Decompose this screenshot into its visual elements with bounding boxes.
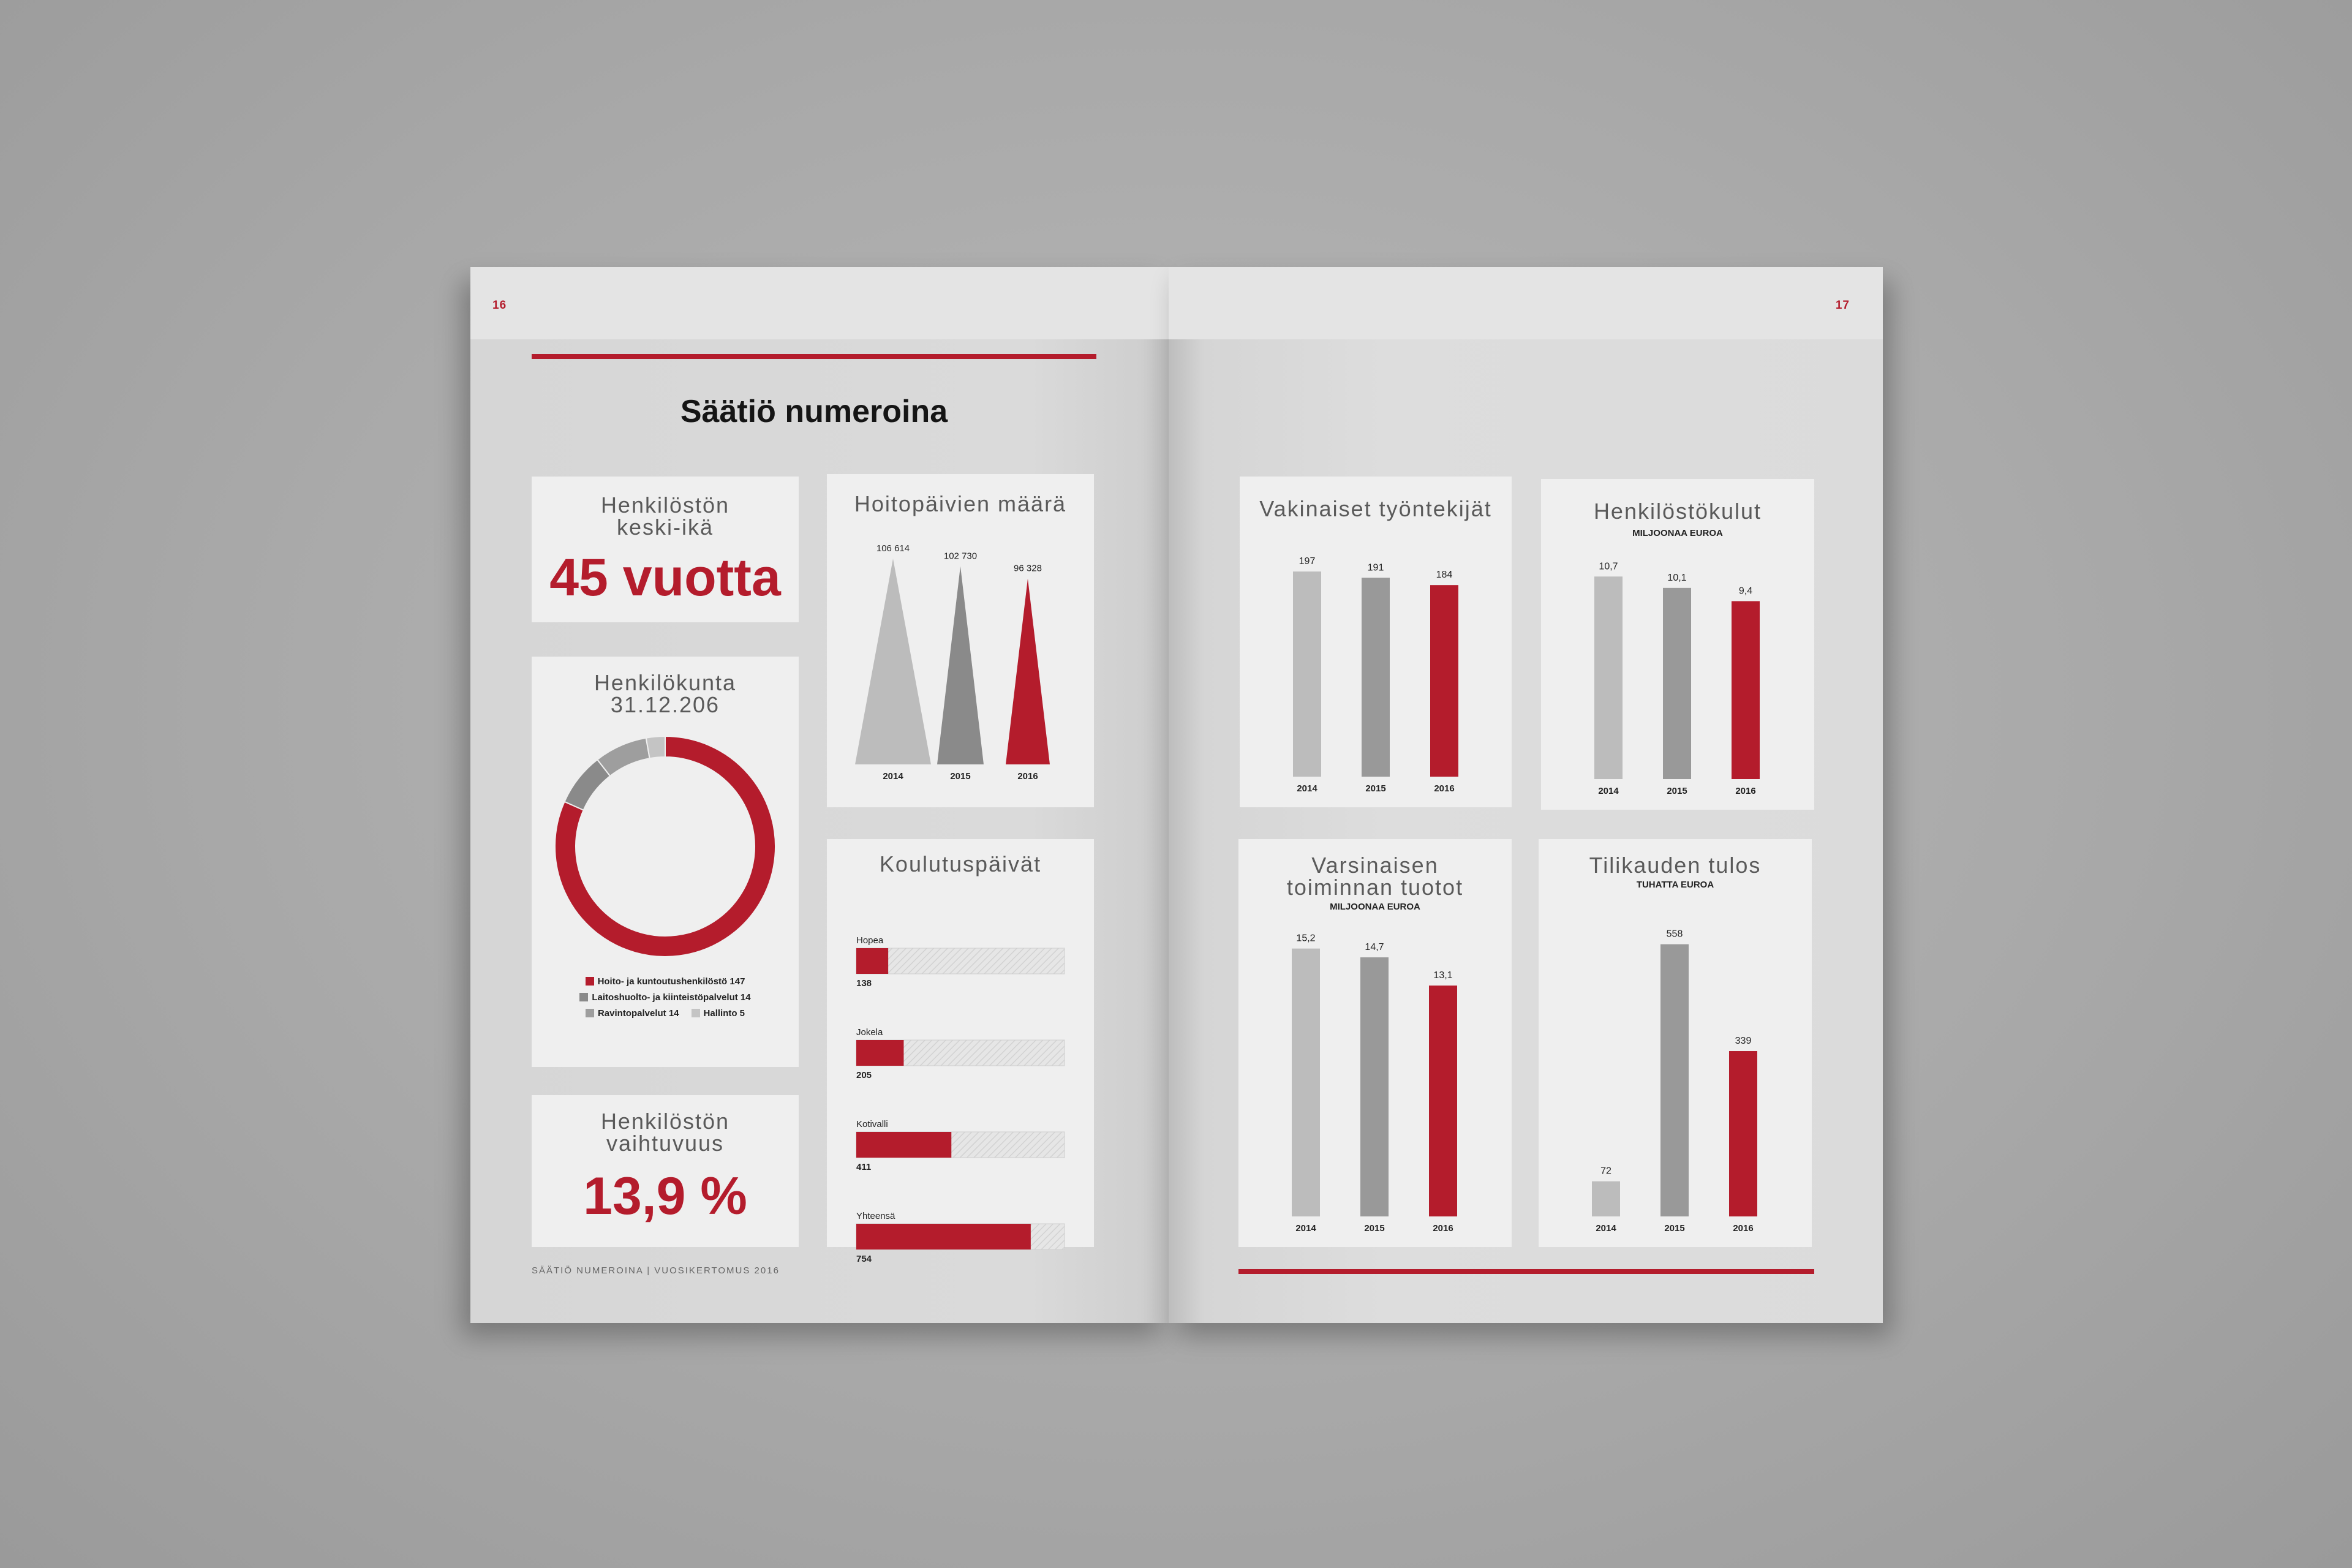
care-days-year-2014: 2014	[883, 771, 903, 782]
revenue-title-line1: Varsinaisen	[1311, 853, 1439, 878]
vakinaiset-bar-2016	[1430, 585, 1458, 777]
tuotot-bar-2015	[1360, 957, 1389, 1216]
right-page-header-strip	[1169, 267, 1883, 339]
henkilostokulut-value-2015: 10,1	[1667, 572, 1687, 583]
revenue-panel	[1238, 839, 1512, 1247]
training-value-3: 754	[856, 1254, 872, 1264]
training-days-title: Koulutuspäivät	[879, 851, 1042, 876]
personnel-costs-panel	[1541, 479, 1814, 810]
tuotot-value-2015: 14,7	[1365, 942, 1384, 953]
tulos-bar-2015	[1660, 944, 1689, 1216]
donut-slice-3	[646, 736, 665, 758]
tulos-value-2014: 72	[1600, 1166, 1611, 1177]
training-label-2: Kotivalli	[856, 1119, 888, 1129]
permanent-staff-title: Vakinaiset työntekijät	[1259, 496, 1492, 521]
permanent-staff-chart	[1240, 477, 1512, 807]
tuotot-value-2014: 15,2	[1296, 933, 1316, 944]
care-days-triangle-2014	[855, 559, 931, 764]
training-bar-2	[856, 1132, 951, 1158]
staff-donut-chart	[532, 724, 799, 969]
left-page-header-strip	[470, 267, 1169, 339]
turnover-panel	[532, 1095, 799, 1247]
legend-label-2: Ravintopalvelut 14	[597, 1008, 679, 1019]
page-number-right: 17	[1835, 299, 1850, 312]
age-value: 45 vuotta	[549, 548, 781, 607]
tulos-year-2016: 2016	[1733, 1223, 1754, 1234]
legend-item-0	[586, 976, 745, 987]
vakinaiset-year-2015: 2015	[1365, 783, 1386, 794]
tulos-bar-2014	[1592, 1182, 1620, 1216]
care-days-year-2016: 2016	[1017, 771, 1038, 782]
legend-item-1	[579, 992, 750, 1003]
henkilostokulut-bar-2015	[1663, 588, 1691, 779]
tulos-value-2015: 558	[1666, 929, 1683, 940]
training-value-0: 138	[856, 978, 872, 989]
vakinaiset-value-2014: 197	[1298, 556, 1316, 567]
vakinaiset-bar-2014	[1293, 571, 1321, 777]
tulos-bar-2016	[1729, 1051, 1757, 1216]
result-chart	[1539, 839, 1812, 1247]
tuotot-year-2015: 2015	[1364, 1223, 1385, 1234]
top-red-rule	[532, 354, 1096, 359]
vakinaiset-value-2016: 184	[1436, 570, 1453, 581]
revenue-subtitle: MILJOONAA EUROA	[1330, 902, 1420, 912]
henkilostokulut-bar-2014	[1594, 576, 1623, 779]
training-value-1: 205	[856, 1070, 872, 1080]
henkilostokulut-value-2014: 10,7	[1599, 561, 1618, 572]
legend-item-2	[586, 1008, 679, 1019]
result-title: Tilikauden tulos	[1589, 853, 1762, 878]
tulos-value-2016: 339	[1735, 1036, 1752, 1047]
training-label-0: Hopea	[856, 935, 884, 946]
vakinaiset-year-2014: 2014	[1297, 783, 1317, 794]
vakinaiset-year-2016: 2016	[1434, 783, 1455, 794]
training-days-chart	[827, 888, 1094, 1264]
care-days-value-2014: 106 614	[876, 543, 910, 554]
staff-title-line1: Henkilökunta	[594, 670, 737, 695]
age-panel	[532, 477, 799, 622]
henkilostokulut-bar-2016	[1732, 601, 1760, 779]
legend-label-1: Laitoshuolto- ja kiinteistöpalvelut 14	[592, 992, 751, 1003]
staff-panel	[532, 657, 799, 1067]
care-days-panel	[827, 474, 1094, 807]
vakinaiset-bar-2015	[1362, 578, 1390, 777]
tulos-year-2014: 2014	[1596, 1223, 1616, 1234]
training-bar-0	[856, 948, 888, 974]
tuotot-value-2016: 13,1	[1433, 970, 1453, 981]
legend-swatch-0	[586, 977, 594, 986]
training-value-2: 411	[856, 1162, 872, 1172]
staff-legend	[532, 976, 799, 1025]
staff-title-line2: 31.12.206	[610, 692, 720, 717]
care-days-title: Hoitopäivien määrä	[854, 491, 1067, 516]
legend-label-0: Hoito- ja kuntoutushenkilöstö 147	[597, 976, 745, 987]
training-label-1: Jokela	[856, 1027, 883, 1038]
result-subtitle: TUHATTA EUROA	[1636, 880, 1714, 890]
vakinaiset-value-2015: 191	[1367, 562, 1384, 573]
page-footer: SÄÄTIÖ NUMEROINA | VUOSIKERTOMUS 2016	[532, 1265, 780, 1276]
turnover-value: 13,9 %	[583, 1167, 747, 1226]
tuotot-year-2016: 2016	[1433, 1223, 1453, 1234]
personnel-costs-chart	[1541, 479, 1814, 810]
tuotot-bar-2016	[1429, 986, 1457, 1216]
training-bar-1	[856, 1040, 903, 1066]
henkilostokulut-year-2016: 2016	[1735, 786, 1756, 796]
care-days-value-2016: 96 328	[1014, 563, 1042, 574]
training-days-panel	[827, 839, 1094, 1264]
turnover-title-line2: vaihtuvuus	[606, 1131, 725, 1156]
training-label-3: Yhteensä	[856, 1211, 895, 1221]
care-days-triangle-2016	[1006, 579, 1050, 764]
result-panel	[1539, 839, 1812, 1247]
personnel-costs-title: Henkilöstökulut	[1593, 499, 1762, 524]
tuotot-bar-2014	[1292, 949, 1320, 1216]
legend-swatch-2	[586, 1009, 594, 1017]
revenue-title-line2: toiminnan tuotot	[1286, 875, 1464, 900]
page-title: Säätiö numeroina	[680, 394, 948, 429]
care-days-value-2015: 102 730	[943, 551, 978, 562]
page-number-left: 16	[492, 299, 507, 312]
care-days-year-2015: 2015	[950, 771, 971, 782]
henkilostokulut-year-2014: 2014	[1598, 786, 1619, 796]
age-title-line1: Henkilöstön	[600, 492, 730, 518]
donut-slice-2	[597, 738, 649, 776]
care-days-chart	[827, 529, 1094, 799]
personnel-costs-subtitle: MILJOONAA EUROA	[1632, 528, 1723, 538]
right-page	[1169, 267, 1883, 1323]
legend-swatch-1	[579, 993, 588, 1001]
legend-label-3: Hallinto 5	[703, 1008, 745, 1019]
legend-swatch-3	[692, 1009, 700, 1017]
bottom-red-rule	[1238, 1269, 1814, 1274]
age-title-line2: keski-ikä	[616, 514, 714, 540]
legend-item-3	[692, 1008, 745, 1019]
tulos-year-2015: 2015	[1664, 1223, 1685, 1234]
care-days-triangle-2015	[937, 566, 984, 764]
turnover-title-line1: Henkilöstön	[600, 1109, 730, 1134]
henkilostokulut-year-2015: 2015	[1667, 786, 1687, 796]
training-bar-3	[856, 1224, 1031, 1250]
revenue-chart	[1238, 839, 1512, 1247]
left-page	[470, 267, 1169, 1323]
permanent-staff-panel	[1240, 477, 1512, 807]
tuotot-year-2014: 2014	[1295, 1223, 1316, 1234]
henkilostokulut-value-2016: 9,4	[1738, 586, 1753, 597]
